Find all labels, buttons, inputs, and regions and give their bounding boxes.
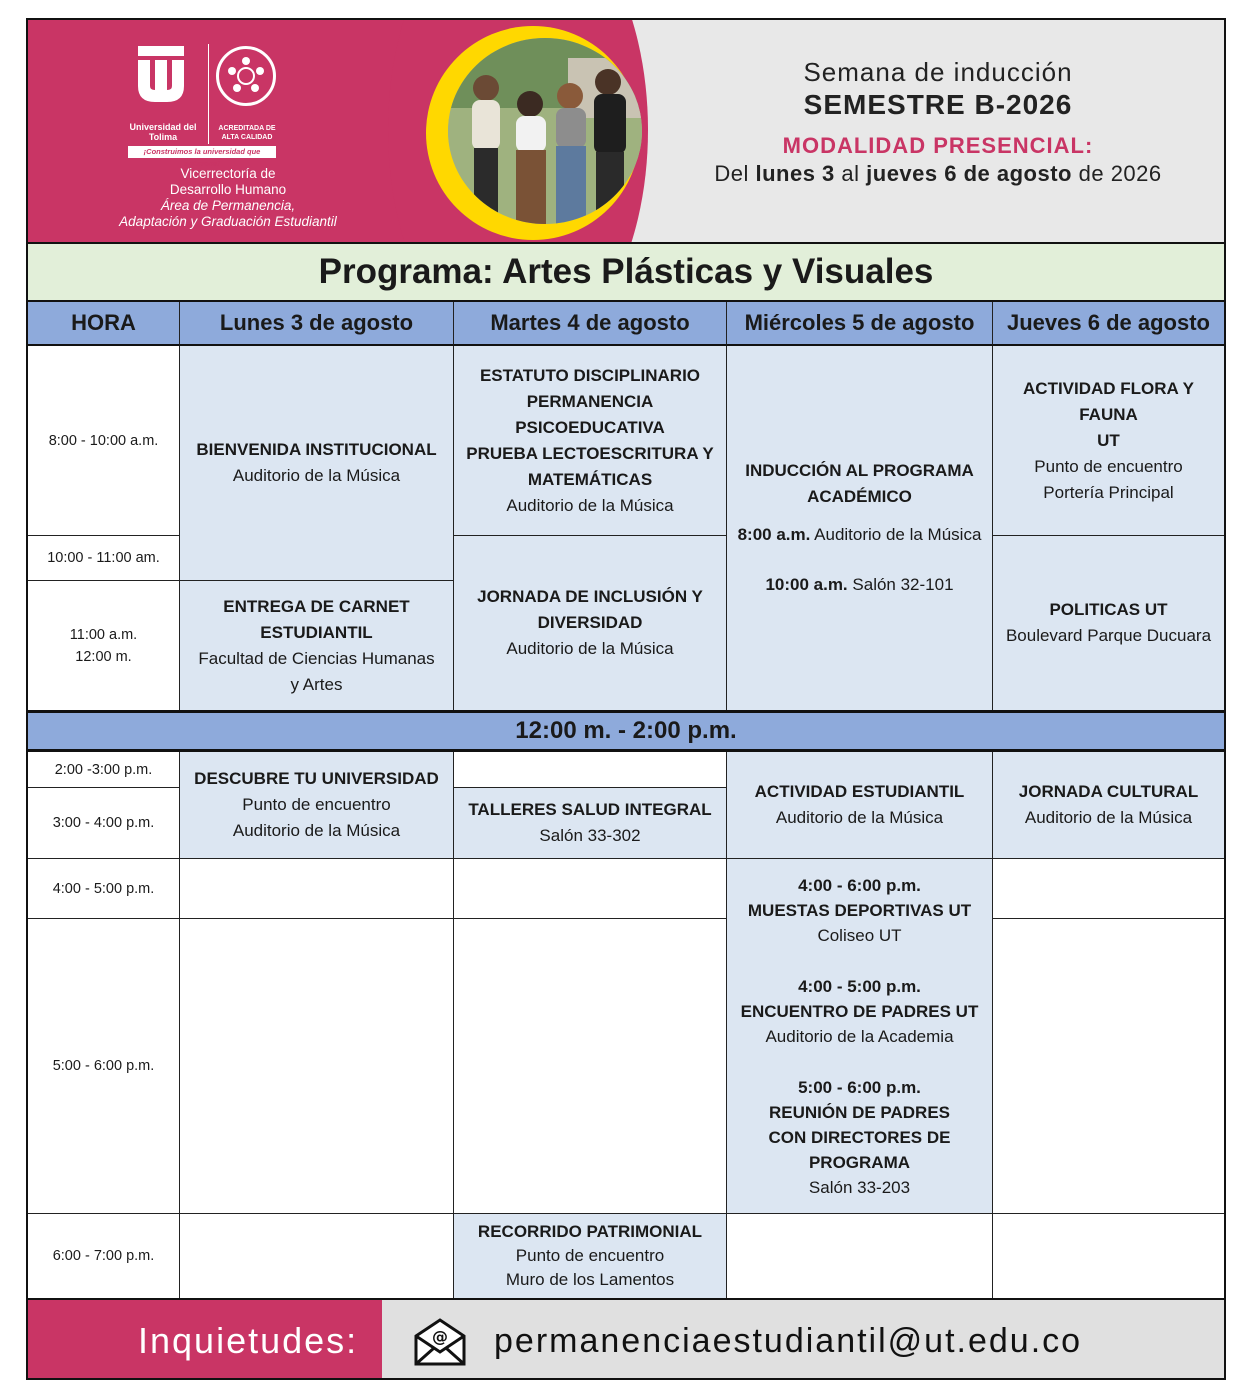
svg-text:@: @ — [432, 1327, 448, 1346]
event-place: Auditorio de la Música — [506, 495, 674, 515]
empty-slot — [454, 919, 727, 1214]
empty-slot — [454, 859, 727, 919]
students-photo — [448, 38, 642, 224]
session-2-place: Salón 32-101 — [847, 575, 954, 594]
date-end: jueves 6 de agosto — [866, 161, 1072, 186]
event-place-line-2: Muro de los Lamentos — [505, 1270, 675, 1289]
event-entrega-carnet — [180, 581, 454, 711]
event-heading — [658, 56, 1218, 188]
university-logo — [78, 42, 378, 237]
event-title-line-2: ACADÉMICO — [807, 487, 912, 506]
time-slot-3-4: 3:00 - 4:00 p.m. — [28, 788, 180, 859]
event-session-1 — [738, 522, 982, 548]
empty-slot — [454, 752, 727, 788]
event-place-line-1: Punto de encuentro — [515, 1246, 665, 1265]
session-2-time: 10:00 a.m. — [765, 575, 848, 594]
event-politicas-ut — [993, 536, 1224, 711]
event-actividad-estudiantil — [727, 752, 993, 859]
empty-slot — [993, 859, 1224, 919]
time-slot-4-5: 4:00 - 5:00 p.m. — [28, 859, 180, 919]
event-title: RECORRIDO PATRIMONIAL — [477, 1222, 703, 1241]
session-1-place: Auditorio de la Música — [810, 525, 982, 544]
university-name: Universidad del Tolima — [129, 122, 197, 142]
empty-slot — [180, 1214, 454, 1298]
empty-slot — [993, 919, 1224, 1214]
event-recorrido-patrimonial — [454, 1214, 727, 1298]
area-line-1: Área de Permanencia, — [160, 198, 296, 213]
event-place: Auditorio de la Música — [1024, 808, 1193, 827]
accreditation-text: ACREDITADA DE ALTA CALIDAD — [218, 125, 276, 141]
event-title-line-1: INDUCCIÓN AL PROGRAMA — [745, 461, 974, 480]
directors-meeting-time: 5:00 - 6:00 p.m. — [798, 1077, 921, 1097]
directors-meeting-title-3: PROGRAMA — [808, 1152, 911, 1172]
event-place: Auditorio de la Música — [775, 808, 944, 827]
event-jornada-cultural — [993, 752, 1224, 859]
event-flora-fauna — [993, 346, 1224, 536]
empty-slot — [993, 1214, 1224, 1298]
semester-label: SEMESTRE B-2026 — [803, 89, 1073, 120]
event-estatuto-disciplinario — [454, 346, 727, 536]
modality-label: MODALIDAD PRESENCIAL: — [782, 133, 1094, 158]
event-title-line-4: PRUEBA LECTOESCRITURA Y — [466, 443, 714, 463]
directors-meeting-title-2: CON DIRECTORES DE — [768, 1127, 951, 1147]
event-place-line-1: Punto de encuentro — [242, 795, 391, 814]
office-line-2: Desarrollo Humano — [169, 182, 287, 197]
lunch-break-row: 12:00 m. - 2:00 p.m. — [28, 710, 1224, 752]
schedule-table — [28, 302, 1224, 1298]
week-label: Semana de inducción — [803, 57, 1073, 87]
date-range — [658, 160, 1218, 188]
date-middle: al — [834, 161, 867, 186]
logo-divider — [208, 44, 209, 144]
event-title: DESCUBRE TU UNIVERSIDAD — [194, 769, 439, 788]
event-title-line-1: ACTIVIDAD FLORA Y FAUNA — [1023, 378, 1194, 424]
contact-footer — [28, 1298, 1224, 1380]
sports-time: 4:00 - 6:00 p.m. — [798, 875, 921, 895]
area-line-2: Adaptación y Graduación Estudiantil — [119, 214, 337, 229]
date-start: lunes 3 — [755, 161, 835, 186]
event-jornada-inclusion — [454, 536, 727, 711]
event-title-line-5: MATEMÁTICAS — [527, 469, 653, 489]
sports-title: MUESTAS DEPORTIVAS UT — [747, 900, 972, 920]
event-place: Salón 33-302 — [539, 826, 641, 845]
event-talleres-salud — [454, 788, 727, 859]
event-title-line-1: ENTREGA DE CARNET — [223, 596, 410, 616]
parents-meeting-place: Auditorio de la Academia — [765, 1026, 954, 1046]
event-descubre-universidad — [180, 752, 454, 859]
column-header-thursday: Jueves 6 de agosto — [993, 302, 1224, 346]
sports-place: Coliseo UT — [817, 925, 902, 945]
session-1-time: 8:00 a.m. — [737, 525, 811, 544]
event-place-line-1: Punto de encuentro — [1034, 456, 1183, 476]
event-title: POLITICAS UT — [1049, 600, 1168, 619]
event-place: Boulevard Parque Ducuara — [1005, 626, 1212, 645]
directors-meeting-place: Salón 33-203 — [808, 1177, 911, 1197]
time-slot-6-7: 6:00 - 7:00 p.m. — [28, 1214, 180, 1298]
time-slot-11-12 — [28, 581, 180, 711]
event-bienvenida-institucional — [180, 346, 454, 581]
schedule-poster — [26, 18, 1226, 1380]
students-illustration — [448, 38, 642, 224]
empty-slot — [180, 919, 454, 1214]
header-banner — [28, 20, 1224, 242]
event-title-line-2: DIVERSIDAD — [537, 613, 643, 632]
time-slot-10-11: 10:00 - 11:00 am. — [28, 536, 180, 581]
office-line-1: Vicerrectoría de — [180, 166, 276, 181]
column-header-hora: HORA — [28, 302, 180, 346]
ut-logo-icon — [134, 44, 188, 104]
parents-meeting-time: 4:00 - 5:00 p.m. — [798, 976, 921, 996]
event-title-line-1: JORNADA DE INCLUSIÓN Y — [477, 587, 703, 606]
event-title: BIENVENIDA INSTITUCIONAL — [196, 440, 437, 459]
empty-slot — [727, 1214, 993, 1298]
contact-email-link[interactable]: permanenciaestudiantil@ut.edu.co — [494, 1322, 1083, 1360]
time-slot-11-end: 12:00 m. — [75, 648, 132, 665]
date-suffix: de 2026 — [1072, 161, 1162, 186]
contact-panel — [382, 1300, 1224, 1380]
column-header-monday: Lunes 3 de agosto — [180, 302, 454, 346]
event-title-line-2: UT — [1097, 430, 1120, 450]
time-slot-5-6: 5:00 - 6:00 p.m. — [28, 919, 180, 1214]
time-slot-2-3: 2:00 -3:00 p.m. — [28, 752, 180, 788]
event-title-line-2: PERMANENCIA — [526, 391, 654, 411]
event-place-line-1: Facultad de Ciencias Humanas — [198, 648, 435, 668]
event-place: Auditorio de la Música — [506, 639, 674, 658]
event-induccion-programa — [727, 346, 993, 711]
event-place-line-2: Auditorio de la Música — [232, 821, 401, 840]
university-slogan: ¡Construimos la universidad que soñamos! — [128, 146, 276, 158]
program-title: Programa: Artes Plásticas y Visuales — [28, 242, 1224, 302]
email-envelope-icon — [412, 1318, 468, 1366]
event-title-line-1: ESTATUTO DISCIPLINARIO — [479, 365, 701, 385]
event-title-line-2: ESTUDIANTIL — [260, 622, 373, 642]
directors-meeting-title-1: REUNIÓN DE PADRES — [768, 1102, 951, 1122]
parents-meeting-title: ENCUENTRO DE PADRES UT — [740, 1001, 979, 1021]
event-place-line-2: Portería Principal — [1043, 482, 1174, 502]
column-header-tuesday: Martes 4 de agosto — [454, 302, 727, 346]
column-header-wednesday: Miércoles 5 de agosto — [727, 302, 993, 346]
event-title-line-3: PSICOEDUCATIVA — [515, 417, 665, 437]
event-title: JORNADA CULTURAL — [1018, 782, 1199, 801]
event-place: Auditorio de la Música — [232, 466, 401, 485]
time-slot-11-start: 11:00 a.m. — [69, 626, 138, 643]
event-evening-activities — [727, 859, 993, 1214]
event-title: TALLERES SALUD INTEGRAL — [468, 800, 712, 819]
event-title: ACTIVIDAD ESTUDIANTIL — [754, 782, 965, 801]
date-prefix: Del — [714, 161, 756, 186]
office-name — [78, 166, 378, 230]
empty-slot — [180, 859, 454, 919]
time-slot-8-10: 8:00 - 10:00 a.m. — [28, 346, 180, 536]
event-place-line-2: y Artes — [290, 674, 343, 694]
event-session-2 — [765, 572, 953, 598]
inquiries-label: Inquietudes: — [28, 1300, 382, 1380]
accreditation-seal-icon — [216, 46, 276, 106]
